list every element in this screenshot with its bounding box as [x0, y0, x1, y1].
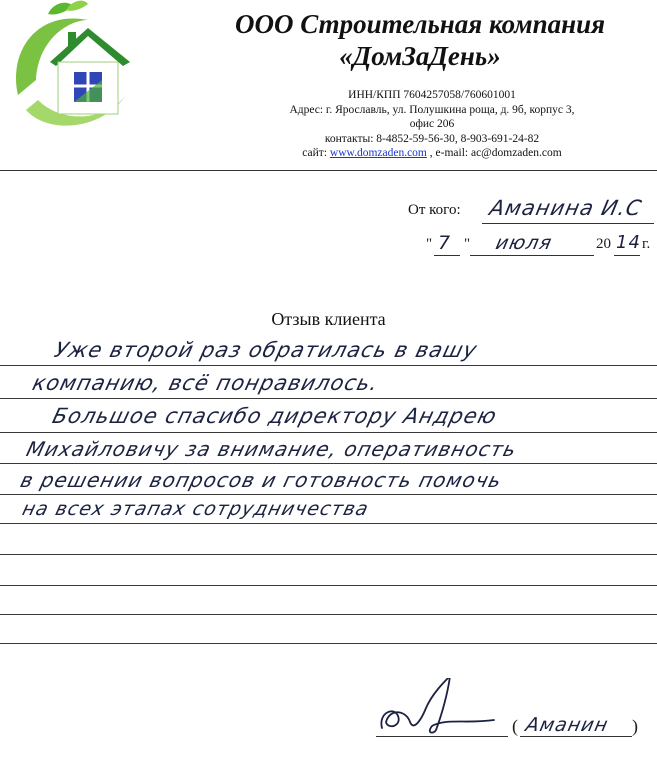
from-underline — [482, 223, 654, 224]
ruled-line — [0, 365, 657, 366]
ruled-line — [0, 432, 657, 433]
site-row — [262, 146, 602, 161]
ruled-line — [0, 643, 657, 644]
date-year-underline — [614, 255, 640, 256]
review-line-5: в решении вопросов и готовность помочь — [18, 468, 505, 492]
ruled-line — [0, 614, 657, 615]
review-line-3: Большое спасибо директору Андрею — [50, 404, 500, 428]
date-year-unit: г. — [642, 236, 651, 252]
company-name-line1: ООО Строительная компания — [234, 9, 605, 39]
ruled-line — [0, 463, 657, 464]
site-prefix: сайт: — [302, 147, 330, 159]
signature-name-underline — [520, 736, 632, 737]
ruled-line — [0, 554, 657, 555]
date-close-quote: " — [464, 236, 471, 252]
site-link[interactable]: www.domzaden.com — [329, 147, 427, 159]
date-month: июля — [493, 232, 555, 254]
signature-underline — [376, 736, 508, 737]
from-value: Аманина И.С — [487, 196, 645, 220]
contacts-text: контакты: 8-4852-59-56-30, 8-903-691-24-82 — [324, 132, 540, 145]
date-day: 7 — [438, 232, 452, 254]
date-year-prefix: 20 — [596, 236, 611, 252]
handwritten-signature — [376, 678, 506, 738]
review-line-2: компанию, всё понравилось. — [30, 371, 382, 395]
from-label: От кого: — [408, 202, 461, 218]
signature-close-paren: ) — [632, 716, 638, 736]
ruled-line — [0, 585, 657, 586]
date-year-suffix: 14 — [616, 232, 641, 253]
date-row — [424, 234, 657, 260]
date-open-quote: " — [426, 236, 433, 252]
company-name-line2: «ДомЗаДень» — [339, 41, 501, 71]
review-line-4: Михайловичу за внимание, оперативность — [24, 437, 520, 461]
email-text: , e-mail: ac@domzaden.com — [426, 147, 562, 159]
address-line1: Адрес: г. Ярославль, ул. Полушкина роща, д. 9б, корпус 3, — [289, 103, 575, 116]
ruled-line — [0, 523, 657, 524]
company-requisites — [262, 88, 602, 161]
signature-name: Аманин — [523, 714, 611, 736]
company-name — [205, 8, 635, 72]
ruled-line — [0, 398, 657, 399]
date-month-underline — [470, 255, 594, 256]
header-divider — [0, 170, 657, 171]
company-logo — [8, 0, 138, 140]
page-title: Отзыв клиента — [271, 309, 386, 329]
address-line2: офис 206 — [409, 118, 455, 130]
signature-area — [376, 690, 646, 750]
ruled-line — [0, 494, 657, 495]
review-line-6: на всех этапах сотрудничества — [20, 498, 372, 520]
inn-text: ИНН/КПП 7604257058/760601001 — [348, 89, 516, 101]
signature-open-paren: ( — [512, 716, 518, 736]
date-day-underline — [434, 255, 460, 256]
review-line-1: Уже второй раз обратилась в вашу — [52, 338, 481, 362]
